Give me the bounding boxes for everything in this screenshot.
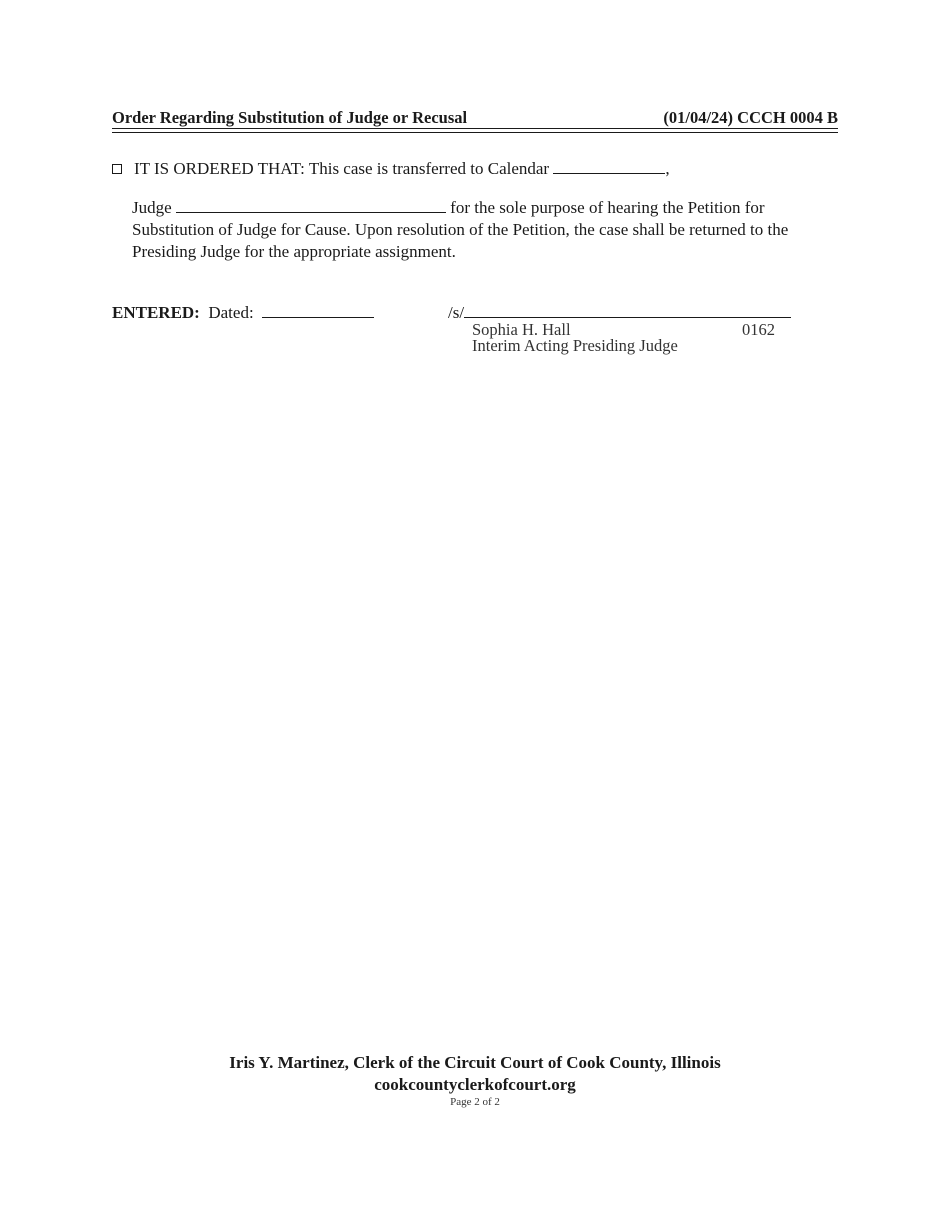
header-rule-thick (112, 128, 838, 129)
entered-label: ENTERED: (112, 303, 200, 322)
header-rule-thin (112, 132, 838, 133)
judge-name-blank[interactable] (176, 211, 446, 213)
form-title: Order Regarding Substitution of Judge or Recusal (112, 108, 468, 127)
signature-prefix: /s/ (448, 303, 465, 322)
transfer-order-paragraph (132, 197, 832, 263)
footer-clerk: Iris Y. Martinez, Clerk of the Circuit Court of Cook County, Illinois (229, 1053, 721, 1072)
transfer-order-checkbox[interactable] (112, 164, 122, 174)
comma: , (665, 159, 670, 178)
footer-website[interactable]: cookcountyclerkofcourt.org (374, 1075, 576, 1094)
judge-title: Interim Acting Presiding Judge (472, 336, 678, 355)
entered-line (112, 303, 374, 323)
calendar-blank[interactable] (553, 172, 665, 174)
signature-blank[interactable] (464, 316, 791, 318)
transfer-order-text: IT IS ORDERED THAT: This case is transferred to Calendar (134, 159, 550, 178)
judge-label: Judge (132, 198, 172, 217)
date-blank[interactable] (262, 316, 374, 318)
page-number: Page 2 of 2 (450, 1096, 500, 1108)
document-header (112, 106, 838, 128)
judge-number: 0162 (742, 320, 775, 339)
judge-name: Sophia H. Hall (472, 320, 571, 339)
form-code: (01/04/24) CCCH 0004 B (663, 108, 838, 127)
transfer-order-line (134, 159, 670, 179)
dated-label: Dated: (208, 303, 254, 322)
transfer-order-body: for the sole purpose of hearing the Petition for Substitution of Judge for Cause. Upon resolution of the Petition, the case shall be returned to the Presiding Judge for the appropriate assignment. (132, 198, 789, 261)
